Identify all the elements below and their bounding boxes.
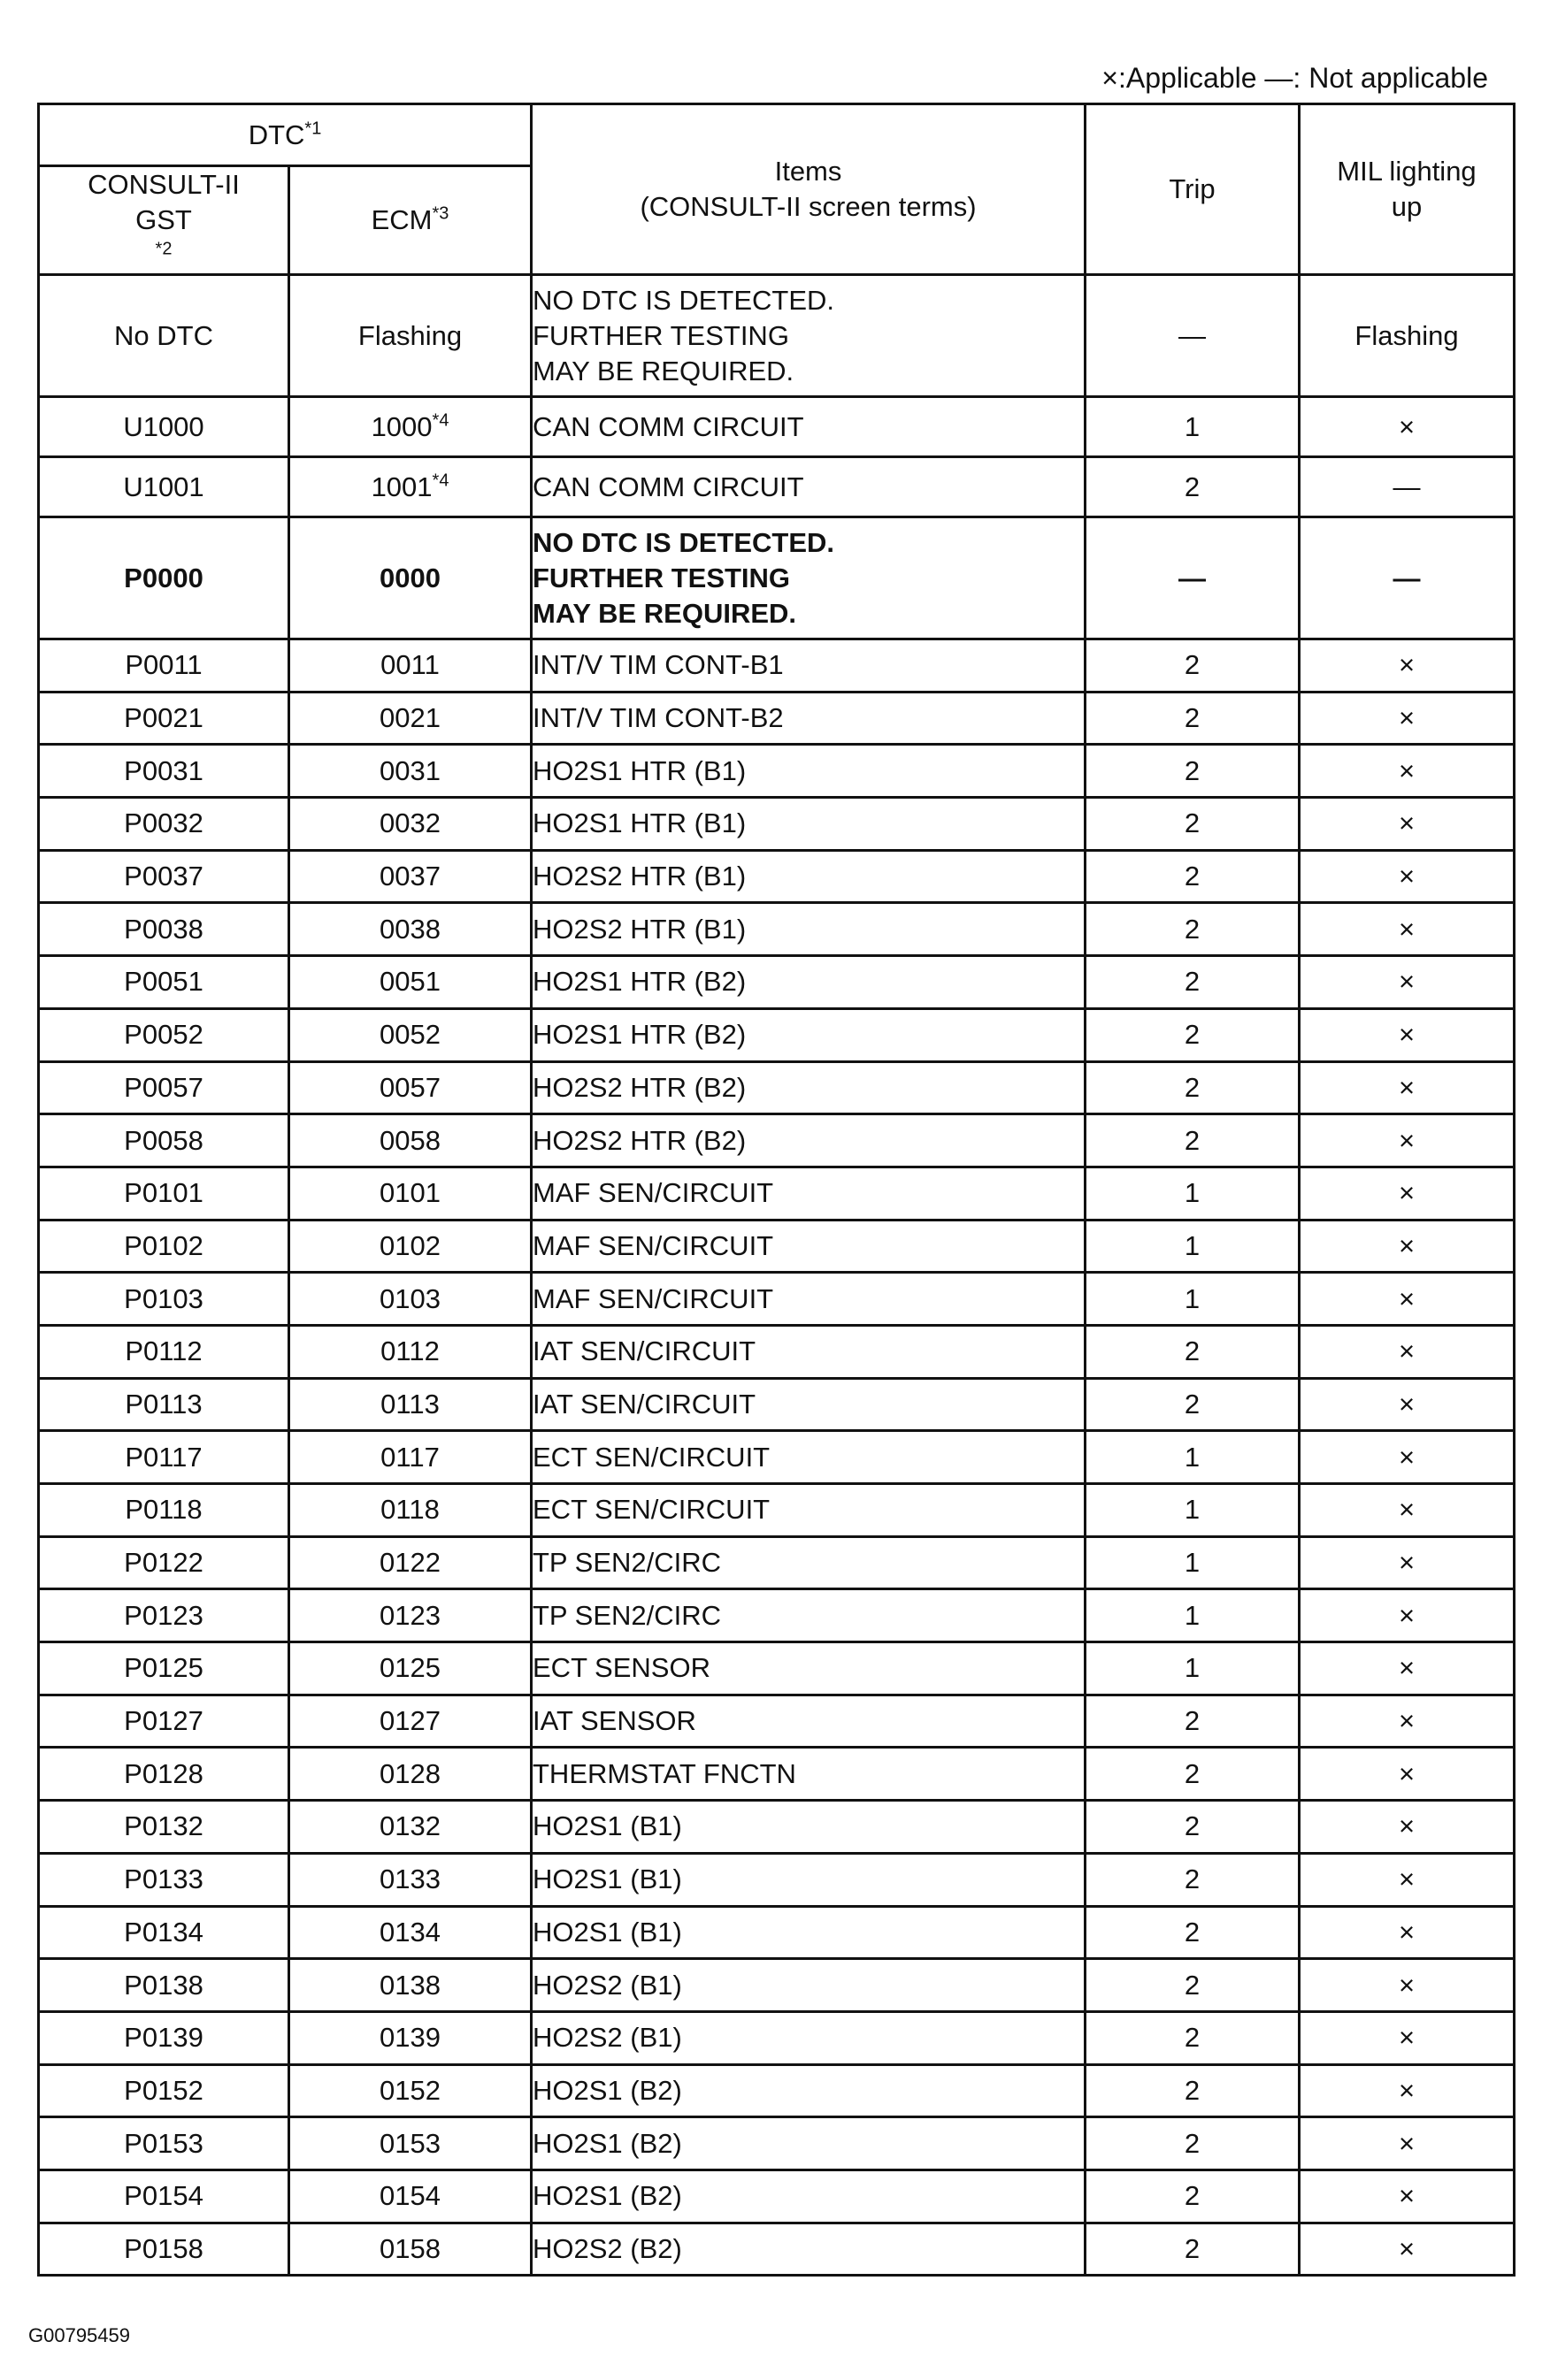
ecm-code-cell: 0101 bbox=[289, 1167, 532, 1220]
table-row bbox=[39, 1695, 1515, 1748]
table-row-u1000 bbox=[39, 397, 1515, 457]
table-row bbox=[39, 1008, 1515, 1061]
item-cell: HO2S1 (B1) bbox=[532, 1853, 1086, 1906]
item-cell: HO2S2 (B1) bbox=[532, 1959, 1086, 2012]
trip-cell: 1 bbox=[1086, 1273, 1300, 1326]
trip-cell: 2 bbox=[1086, 1906, 1300, 1959]
table-row bbox=[39, 1642, 1515, 1695]
trip-cell: 1 bbox=[1086, 1220, 1300, 1273]
mil-cell: × bbox=[1300, 1853, 1515, 1906]
consult-code-cell: P0011 bbox=[39, 639, 289, 693]
mil-cell: × bbox=[1300, 1801, 1515, 1854]
consult-code-cell: P0057 bbox=[39, 1061, 289, 1114]
figure-code: G00795459 bbox=[28, 2324, 130, 2346]
item-cell: HO2S2 HTR (B1) bbox=[532, 903, 1086, 956]
ecm-code-cell: 0133 bbox=[289, 1853, 532, 1906]
table-row bbox=[39, 2223, 1515, 2276]
trip-cell: 2 bbox=[1086, 2011, 1300, 2064]
mil-cell: × bbox=[1300, 2011, 1515, 2064]
ecm-footnote-ref: *4 bbox=[432, 471, 449, 491]
consult-code-cell: P0152 bbox=[39, 2064, 289, 2117]
consult-code-cell: P0132 bbox=[39, 1801, 289, 1854]
mil-cell: × bbox=[1300, 639, 1515, 693]
ecm-code-cell: 0052 bbox=[289, 1008, 532, 1061]
mil-cell: × bbox=[1300, 1642, 1515, 1695]
ecm-code-cell: 0057 bbox=[289, 1061, 532, 1114]
trip-cell: 2 bbox=[1086, 1114, 1300, 1167]
dtc-table bbox=[37, 103, 1515, 2277]
table-row bbox=[39, 1536, 1515, 1589]
consult-code-cell: P0123 bbox=[39, 1589, 289, 1642]
trip-cell: 2 bbox=[1086, 692, 1300, 745]
trip-cell: 2 bbox=[1086, 1801, 1300, 1854]
ecm-code-cell: 0032 bbox=[289, 798, 532, 851]
table-row bbox=[39, 1959, 1515, 2012]
mil-cell: × bbox=[1300, 1008, 1515, 1061]
trip-cell: 2 bbox=[1086, 956, 1300, 1009]
table-row bbox=[39, 1431, 1515, 1484]
consult-code-cell: P0128 bbox=[39, 1748, 289, 1801]
trip-cell: 2 bbox=[1086, 1695, 1300, 1748]
consult-code-cell: P0158 bbox=[39, 2223, 289, 2276]
ecm-code-cell: 0153 bbox=[289, 2117, 532, 2170]
ecm-header: ECM$^{*3}$ bbox=[289, 166, 532, 275]
item-cell: ECT SEN/CIRCUIT bbox=[532, 1484, 1086, 1537]
ecm-code-cell: 0051 bbox=[289, 956, 532, 1009]
trip-cell: 2 bbox=[1086, 2064, 1300, 2117]
table-row bbox=[39, 1801, 1515, 1854]
trip-cell: 1 bbox=[1086, 1642, 1300, 1695]
ecm-code-cell: 0139 bbox=[289, 2011, 532, 2064]
item-cell: MAF SEN/CIRCUIT bbox=[532, 1273, 1086, 1326]
trip-cell: 2 bbox=[1086, 1959, 1300, 2012]
consult-code-cell: P0122 bbox=[39, 1536, 289, 1589]
trip-cell: 2 bbox=[1086, 2117, 1300, 2170]
mil-cell: × bbox=[1300, 1748, 1515, 1801]
consult-code-cell: P0052 bbox=[39, 1008, 289, 1061]
item-cell: HO2S2 (B2) bbox=[532, 2223, 1086, 2276]
item-cell: HO2S1 HTR (B1) bbox=[532, 745, 1086, 798]
item-cell: HO2S2 HTR (B2) bbox=[532, 1114, 1086, 1167]
trip-cell: 2 bbox=[1086, 2170, 1300, 2223]
ecm-code-cell: 0113 bbox=[289, 1378, 532, 1431]
item-cell: IAT SEN/CIRCUIT bbox=[532, 1325, 1086, 1378]
consult-code-cell: P0134 bbox=[39, 1906, 289, 1959]
mil-cell: × bbox=[1300, 798, 1515, 851]
table-row bbox=[39, 2170, 1515, 2223]
trip-cell: 1 bbox=[1086, 1484, 1300, 1537]
consult-code-cell: P0127 bbox=[39, 1695, 289, 1748]
consult-gst-header: CONSULT-II GST $^{*2}$ bbox=[39, 166, 289, 275]
mil-cell: × bbox=[1300, 956, 1515, 1009]
consult-code-cell: P0101 bbox=[39, 1167, 289, 1220]
consult-code-cell: P0037 bbox=[39, 850, 289, 903]
ecm-code-cell: 0031 bbox=[289, 745, 532, 798]
item-cell: IAT SEN/CIRCUIT bbox=[532, 1378, 1086, 1431]
table-row bbox=[39, 798, 1515, 851]
ecm-code-cell: 0127 bbox=[289, 1695, 532, 1748]
mil-cell: × bbox=[1300, 2117, 1515, 2170]
consult-code-cell: P0117 bbox=[39, 1431, 289, 1484]
ecm-code-cell: 1000$^{*4}$ bbox=[289, 397, 532, 457]
ecm-code-cell: 1001$^{*4}$ bbox=[289, 457, 532, 517]
item-cell: IAT SENSOR bbox=[532, 1695, 1086, 1748]
ecm-code-cell: 0128 bbox=[289, 1748, 532, 1801]
table-row bbox=[39, 1853, 1515, 1906]
trip-cell: 1 bbox=[1086, 1589, 1300, 1642]
trip-cell: 2 bbox=[1086, 850, 1300, 903]
dtc-header: DTC$^{*1}$ bbox=[39, 104, 532, 166]
consult-code-cell: P0032 bbox=[39, 798, 289, 851]
table-row bbox=[39, 956, 1515, 1009]
ecm-code-cell: 0154 bbox=[289, 2170, 532, 2223]
trip-cell: 2 bbox=[1086, 639, 1300, 693]
item-cell: ECT SEN/CIRCUIT bbox=[532, 1431, 1086, 1484]
ecm-code-cell: 0058 bbox=[289, 1114, 532, 1167]
item-cell: HO2S1 HTR (B2) bbox=[532, 1008, 1086, 1061]
ecm-code-cell: 0021 bbox=[289, 692, 532, 745]
applicability-legend: ×:Applicable —: Not applicable bbox=[1101, 62, 1488, 94]
trip-cell: 1 bbox=[1086, 1431, 1300, 1484]
item-cell: MAF SEN/CIRCUIT bbox=[532, 1167, 1086, 1220]
mil-cell: — bbox=[1300, 517, 1515, 639]
mil-cell: × bbox=[1300, 692, 1515, 745]
ecm-code-cell: 0038 bbox=[289, 903, 532, 956]
trip-header: Trip bbox=[1086, 104, 1300, 275]
consult-code-cell: P0058 bbox=[39, 1114, 289, 1167]
table-row bbox=[39, 1061, 1515, 1114]
trip-cell: 1 bbox=[1086, 1536, 1300, 1589]
table-row bbox=[39, 2011, 1515, 2064]
item-cell: INT/V TIM CONT-B2 bbox=[532, 692, 1086, 745]
consult-code-cell: P0118 bbox=[39, 1484, 289, 1537]
ecm-code-cell: 0125 bbox=[289, 1642, 532, 1695]
mil-cell: × bbox=[1300, 2223, 1515, 2276]
table-row bbox=[39, 1748, 1515, 1801]
mil-cell: × bbox=[1300, 1959, 1515, 2012]
item-cell: HO2S1 (B1) bbox=[532, 1801, 1086, 1854]
consult-code-cell: P0139 bbox=[39, 2011, 289, 2064]
consult-code-cell: P0138 bbox=[39, 1959, 289, 2012]
table-row bbox=[39, 1114, 1515, 1167]
trip-cell: — bbox=[1086, 517, 1300, 639]
table-row bbox=[39, 850, 1515, 903]
item-cell: TP SEN2/CIRC bbox=[532, 1589, 1086, 1642]
ecm-code-cell: 0000 bbox=[289, 517, 532, 639]
mil-cell: × bbox=[1300, 397, 1515, 457]
table-row bbox=[39, 1484, 1515, 1537]
mil-cell: Flashing bbox=[1300, 275, 1515, 397]
mil-cell: × bbox=[1300, 903, 1515, 956]
trip-cell: 2 bbox=[1086, 1853, 1300, 1906]
item-cell: TP SEN2/CIRC bbox=[532, 1536, 1086, 1589]
trip-cell: 2 bbox=[1086, 903, 1300, 956]
ecm-code-cell: 0011 bbox=[289, 639, 532, 693]
mil-cell: × bbox=[1300, 1906, 1515, 1959]
consult-code-cell: U1000 bbox=[39, 397, 289, 457]
mil-cell: × bbox=[1300, 1431, 1515, 1484]
trip-cell: 1 bbox=[1086, 1167, 1300, 1220]
trip-cell: 2 bbox=[1086, 1325, 1300, 1378]
mil-cell: × bbox=[1300, 1325, 1515, 1378]
consult-code-cell: U1001 bbox=[39, 457, 289, 517]
trip-cell: 2 bbox=[1086, 1061, 1300, 1114]
mil-cell: × bbox=[1300, 1589, 1515, 1642]
consult-code-cell: P0031 bbox=[39, 745, 289, 798]
ecm-code-cell: 0118 bbox=[289, 1484, 532, 1537]
ecm-code-cell: 0158 bbox=[289, 2223, 532, 2276]
ecm-code-cell: 0103 bbox=[289, 1273, 532, 1326]
trip-cell: 2 bbox=[1086, 745, 1300, 798]
mil-cell: × bbox=[1300, 1695, 1515, 1748]
consult-code-cell: P0113 bbox=[39, 1378, 289, 1431]
table-row bbox=[39, 639, 1515, 693]
consult-code-cell: P0154 bbox=[39, 2170, 289, 2223]
items-header: Items (CONSULT-II screen terms) bbox=[532, 104, 1086, 275]
mil-cell: × bbox=[1300, 1114, 1515, 1167]
mil-cell: × bbox=[1300, 1484, 1515, 1537]
ecm-code-cell: 0112 bbox=[289, 1325, 532, 1378]
table-row-u1001 bbox=[39, 457, 1515, 517]
item-cell: HO2S1 (B2) bbox=[532, 2170, 1086, 2223]
ecm-code-cell: 0132 bbox=[289, 1801, 532, 1854]
table-row bbox=[39, 1220, 1515, 1273]
table-row bbox=[39, 745, 1515, 798]
ecm-code-cell: 0152 bbox=[289, 2064, 532, 2117]
table-row bbox=[39, 1325, 1515, 1378]
consult-code-cell: P0051 bbox=[39, 956, 289, 1009]
ecm-footnote-ref: *3 bbox=[432, 203, 449, 224]
trip-cell: 2 bbox=[1086, 457, 1300, 517]
ecm-code-cell: 0037 bbox=[289, 850, 532, 903]
item-cell: HO2S2 HTR (B2) bbox=[532, 1061, 1086, 1114]
item-cell: ECT SENSOR bbox=[532, 1642, 1086, 1695]
item-cell: HO2S1 HTR (B2) bbox=[532, 956, 1086, 1009]
table-row bbox=[39, 1167, 1515, 1220]
mil-cell: — bbox=[1300, 457, 1515, 517]
table-row bbox=[39, 1273, 1515, 1326]
item-cell: HO2S1 (B1) bbox=[532, 1906, 1086, 1959]
consult-code-cell: P0153 bbox=[39, 2117, 289, 2170]
ecm-code-cell: 0117 bbox=[289, 1431, 532, 1484]
item-cell: NO DTC IS DETECTED. FURTHER TESTING MAY BE REQUIRED. bbox=[532, 517, 1086, 639]
table-header bbox=[39, 104, 1515, 275]
mil-cell: × bbox=[1300, 1536, 1515, 1589]
item-cell: HO2S1 (B2) bbox=[532, 2064, 1086, 2117]
consult-code-cell: P0102 bbox=[39, 1220, 289, 1273]
ecm-code-cell: 0134 bbox=[289, 1906, 532, 1959]
table-row bbox=[39, 2064, 1515, 2117]
consult-code-cell: P0112 bbox=[39, 1325, 289, 1378]
table-row bbox=[39, 1906, 1515, 1959]
item-cell: MAF SEN/CIRCUIT bbox=[532, 1220, 1086, 1273]
trip-cell: 1 bbox=[1086, 397, 1300, 457]
mil-cell: × bbox=[1300, 745, 1515, 798]
dtc-footnote-ref: *1 bbox=[304, 119, 322, 139]
table-row-no-dtc bbox=[39, 275, 1515, 397]
item-cell: CAN COMM CIRCUIT bbox=[532, 457, 1086, 517]
table-row bbox=[39, 903, 1515, 956]
trip-cell: — bbox=[1086, 275, 1300, 397]
item-cell: HO2S1 (B2) bbox=[532, 2117, 1086, 2170]
ecm-code-cell: 0138 bbox=[289, 1959, 532, 2012]
table-row bbox=[39, 2117, 1515, 2170]
consult-code-cell: No DTC bbox=[39, 275, 289, 397]
item-cell: THERMSTAT FNCTN bbox=[532, 1748, 1086, 1801]
consult-footnote-ref: *2 bbox=[155, 239, 173, 259]
trip-cell: 2 bbox=[1086, 1748, 1300, 1801]
ecm-code-cell: 0122 bbox=[289, 1536, 532, 1589]
table-row bbox=[39, 1589, 1515, 1642]
consult-code-cell: P0125 bbox=[39, 1642, 289, 1695]
table-row bbox=[39, 692, 1515, 745]
mil-cell: × bbox=[1300, 1273, 1515, 1326]
mil-cell: × bbox=[1300, 1378, 1515, 1431]
mil-cell: × bbox=[1300, 1061, 1515, 1114]
trip-cell: 2 bbox=[1086, 798, 1300, 851]
item-cell: HO2S1 HTR (B1) bbox=[532, 798, 1086, 851]
item-cell: INT/V TIM CONT-B1 bbox=[532, 639, 1086, 693]
trip-cell: 2 bbox=[1086, 1008, 1300, 1061]
item-cell: NO DTC IS DETECTED. FURTHER TESTING MAY BE REQUIRED. bbox=[532, 275, 1086, 397]
trip-cell: 2 bbox=[1086, 1378, 1300, 1431]
item-cell: CAN COMM CIRCUIT bbox=[532, 397, 1086, 457]
mil-cell: × bbox=[1300, 2064, 1515, 2117]
consult-code-cell: P0000 bbox=[39, 517, 289, 639]
consult-code-cell: P0103 bbox=[39, 1273, 289, 1326]
item-cell: HO2S2 HTR (B1) bbox=[532, 850, 1086, 903]
mil-cell: × bbox=[1300, 1220, 1515, 1273]
mil-cell: × bbox=[1300, 850, 1515, 903]
mil-cell: × bbox=[1300, 1167, 1515, 1220]
table-row bbox=[39, 1378, 1515, 1431]
ecm-code-cell: 0123 bbox=[289, 1589, 532, 1642]
ecm-code-cell: Flashing bbox=[289, 275, 532, 397]
consult-code-cell: P0021 bbox=[39, 692, 289, 745]
item-cell: HO2S2 (B1) bbox=[532, 2011, 1086, 2064]
table-body bbox=[39, 275, 1515, 2276]
trip-cell: 2 bbox=[1086, 2223, 1300, 2276]
mil-header: MIL lighting up bbox=[1300, 104, 1515, 275]
consult-code-cell: P0133 bbox=[39, 1853, 289, 1906]
ecm-code-cell: 0102 bbox=[289, 1220, 532, 1273]
table-row-p0000 bbox=[39, 517, 1515, 639]
ecm-footnote-ref: *4 bbox=[432, 410, 449, 431]
consult-code-cell: P0038 bbox=[39, 903, 289, 956]
mil-cell: × bbox=[1300, 2170, 1515, 2223]
